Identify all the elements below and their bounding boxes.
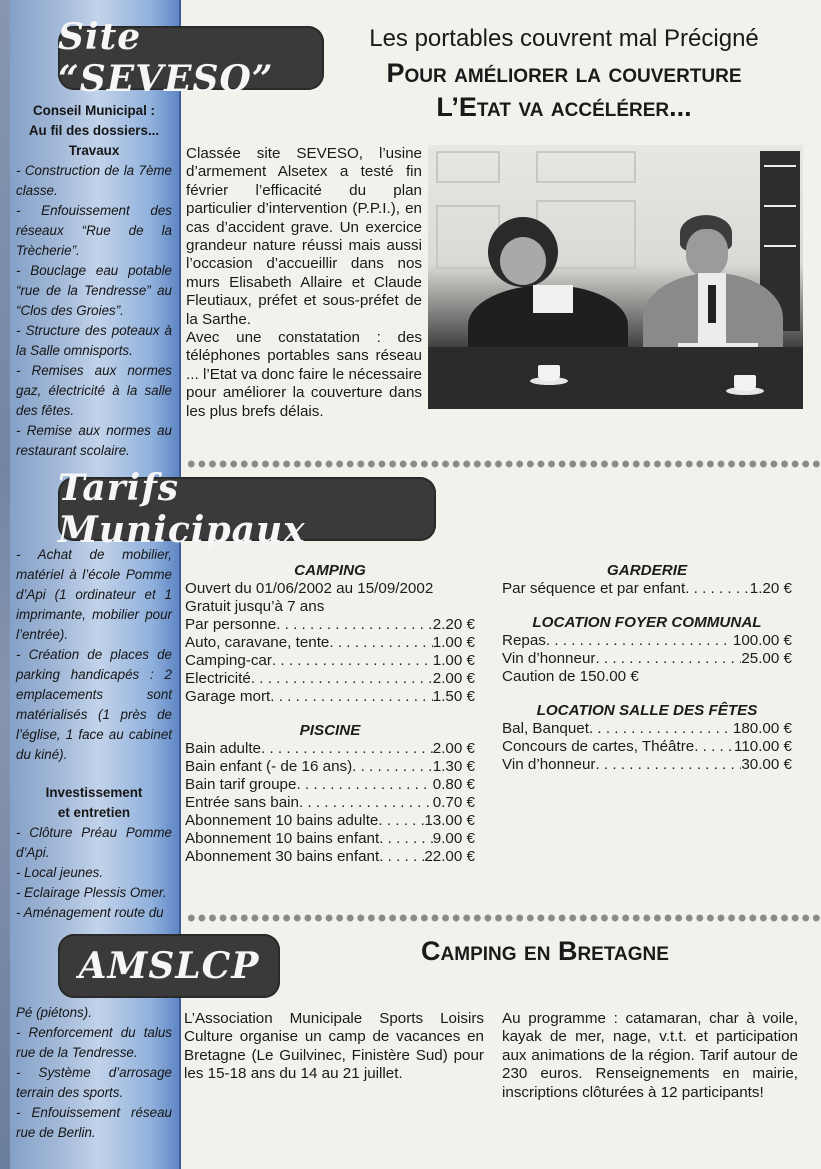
tarif-row: Par séquence et par enfant . . . 1.20 € bbox=[502, 580, 792, 598]
article-kicker: Les portables couvrent mal Précigné bbox=[369, 25, 759, 52]
tarif-salle-title: LOCATION SALLE DES FÊTES bbox=[536, 702, 758, 719]
article-body-col1: L’Association Municipale Sports Loisirs Culture organise un camp de vacances en Bretagne (Le Guilvinec, Finistère Sud) pour les 15-18 ans du 14 au 21 juillet. bbox=[184, 1010, 484, 1083]
sidebar-heading: Au fil des dossiers... bbox=[28, 123, 160, 138]
tarif-row: Abonnement 10 bains adulte . . . 13.00 € bbox=[185, 812, 475, 830]
tarif-row: Par personne . . . 2.20 € bbox=[185, 616, 475, 634]
tarif-row: Entrée sans bain . . . 0.70 € bbox=[185, 794, 475, 812]
tarif-row: Bain enfant (- de 16 ans) . . . 1.30 € bbox=[185, 758, 475, 776]
tarif-row: Electricité . . . 2.00 € bbox=[185, 670, 475, 688]
sidebar-item: - Achat de mobilier, matériel à l’école Pomme d’Api (1 ordinateur et 1 imprimante, mobilier pour l’entrée). bbox=[16, 547, 172, 642]
tarif-row: Abonnement 30 bains enfant . . . 22.00 € bbox=[185, 848, 475, 866]
section-banner-seveso: Site “SEVESO” bbox=[58, 26, 324, 90]
tarif-row: Camping-car . . . 1.00 € bbox=[185, 652, 475, 670]
sidebar-item: - Système d’arrosage terrain des sports. bbox=[16, 1065, 172, 1100]
sidebar-item: - Enfouissement réseau rue de Berlin. bbox=[16, 1105, 172, 1140]
tarif-piscine-title: PISCINE bbox=[299, 722, 361, 739]
section-banner-tarifs: Tarifs Municipaux bbox=[58, 477, 436, 541]
sidebar-heading: Investissement bbox=[45, 785, 143, 800]
sidebar-item: - Local jeunes. bbox=[16, 865, 104, 880]
article-headline: Camping en Bretagne bbox=[421, 936, 669, 966]
tarif-garderie-title: GARDERIE bbox=[606, 562, 688, 579]
tarif-line: Gratuit jusqu’à 7 ans bbox=[185, 598, 325, 615]
sidebar-item: - Création de places de parking handicapés : 2 emplacements sont matérialisés (1 près de l’église, 1 face au cabinet du kiné). bbox=[16, 647, 172, 762]
sidebar-item: - Remise aux normes au restaurant scolaire. bbox=[16, 423, 172, 458]
sidebar-item: - Clôture Préau Pomme d’Api. bbox=[16, 825, 172, 860]
tarif-line: Ouvert du 01/06/2002 au 15/09/2002 bbox=[185, 580, 434, 597]
article-body bbox=[186, 145, 422, 421]
tarif-row: Bain adulte . . . 2.00 € bbox=[185, 740, 475, 758]
section-banner-amslcp: AMSLCP bbox=[58, 934, 280, 998]
article-photo bbox=[428, 145, 803, 409]
article-paragraph: Classée site SEVESO, l’usine d’armement Alsetex a testé fin février l’efficacité du plan particulier d’intervention (P.P.I.), en cas d’accident grave. Un exercice grandeur nature réussi mais aussi l’occasion d’accueillir dans nos murs Elisabeth Allaire et Claude Fleutiaux, préfet et sous-préfet de la Sarthe. bbox=[186, 145, 422, 328]
sidebar-item: Pé (piétons). bbox=[16, 1005, 92, 1020]
sidebar-item: - Construction de la 7ème classe. bbox=[16, 163, 172, 198]
sidebar-item: - Eclairage Plessis Omer. bbox=[16, 885, 167, 900]
tarif-camping-title: CAMPING bbox=[294, 562, 366, 579]
sidebar-item: - Renforcement du talus rue de la Tendresse. bbox=[16, 1025, 172, 1060]
tarif-row: Concours de cartes, Théâtre . . . 110.00 € bbox=[502, 738, 792, 756]
sidebar-heading: Conseil Municipal : bbox=[32, 103, 155, 118]
sidebar-suite bbox=[16, 1003, 172, 1143]
tarif-row: Auto, caravane, tente . . . 1.00 € bbox=[185, 634, 475, 652]
sidebar-heading: Travaux bbox=[68, 143, 120, 158]
article-body-col2: Au programme : catamaran, char à voile, kayak de mer, nage, v.t.t. et participation aux animations de la région. Tarif autour de 230 euros. Renseignements en mairie, inscriptions clôturées à 12 participants! bbox=[502, 1010, 798, 1101]
tarif-row: Bain tarif groupe . . . 0.80 € bbox=[185, 776, 475, 794]
tarif-row: Garage mort . . . 1.50 € bbox=[185, 688, 475, 706]
dotted-divider bbox=[186, 913, 821, 923]
tarif-row: Vin d’honneur . . . 30.00 € bbox=[502, 756, 792, 774]
tarif-row: Bal, Banquet . . . 180.00 € bbox=[502, 720, 792, 738]
article-paragraph: Avec une constatation : des téléphones portables sans réseau ... l’Etat va donc faire le nécessaire pour améliorer la couverture dans les plus brefs délais. bbox=[186, 329, 422, 420]
article-headline: L’Etat va accélérer... bbox=[436, 92, 692, 122]
tarif-foyer-title: LOCATION FOYER COMMUNAL bbox=[532, 614, 762, 631]
sidebar-item: - Aménagement route du bbox=[16, 905, 164, 920]
sidebar-travaux bbox=[16, 101, 172, 461]
tarif-column-right bbox=[502, 562, 792, 774]
sidebar-heading: et entretien bbox=[57, 805, 131, 820]
sidebar-item: - Bouclage eau potable “rue de la Tendresse” au “Clos des Groies”. bbox=[16, 263, 172, 318]
sidebar-investissement bbox=[16, 545, 172, 923]
sidebar-item: - Remises aux normes gaz, électricité à la salle des fêtes. bbox=[16, 363, 172, 418]
tarif-row: Abonnement 10 bains enfant . . . 9.00 € bbox=[185, 830, 475, 848]
sidebar-item: - Enfouissement des réseaux “Rue de la Trècherie”. bbox=[16, 203, 172, 258]
tarif-row: Repas . . . 100.00 € bbox=[502, 632, 792, 650]
tarif-note: Caution de 150.00 € bbox=[502, 668, 639, 685]
article-headline: Pour améliorer la couverture bbox=[386, 58, 742, 88]
tarif-column-left bbox=[185, 562, 475, 866]
sidebar-item: - Structure des poteaux à la Salle omnisports. bbox=[16, 323, 172, 358]
tarif-row: Vin d’honneur . . . 25.00 € bbox=[502, 650, 792, 668]
